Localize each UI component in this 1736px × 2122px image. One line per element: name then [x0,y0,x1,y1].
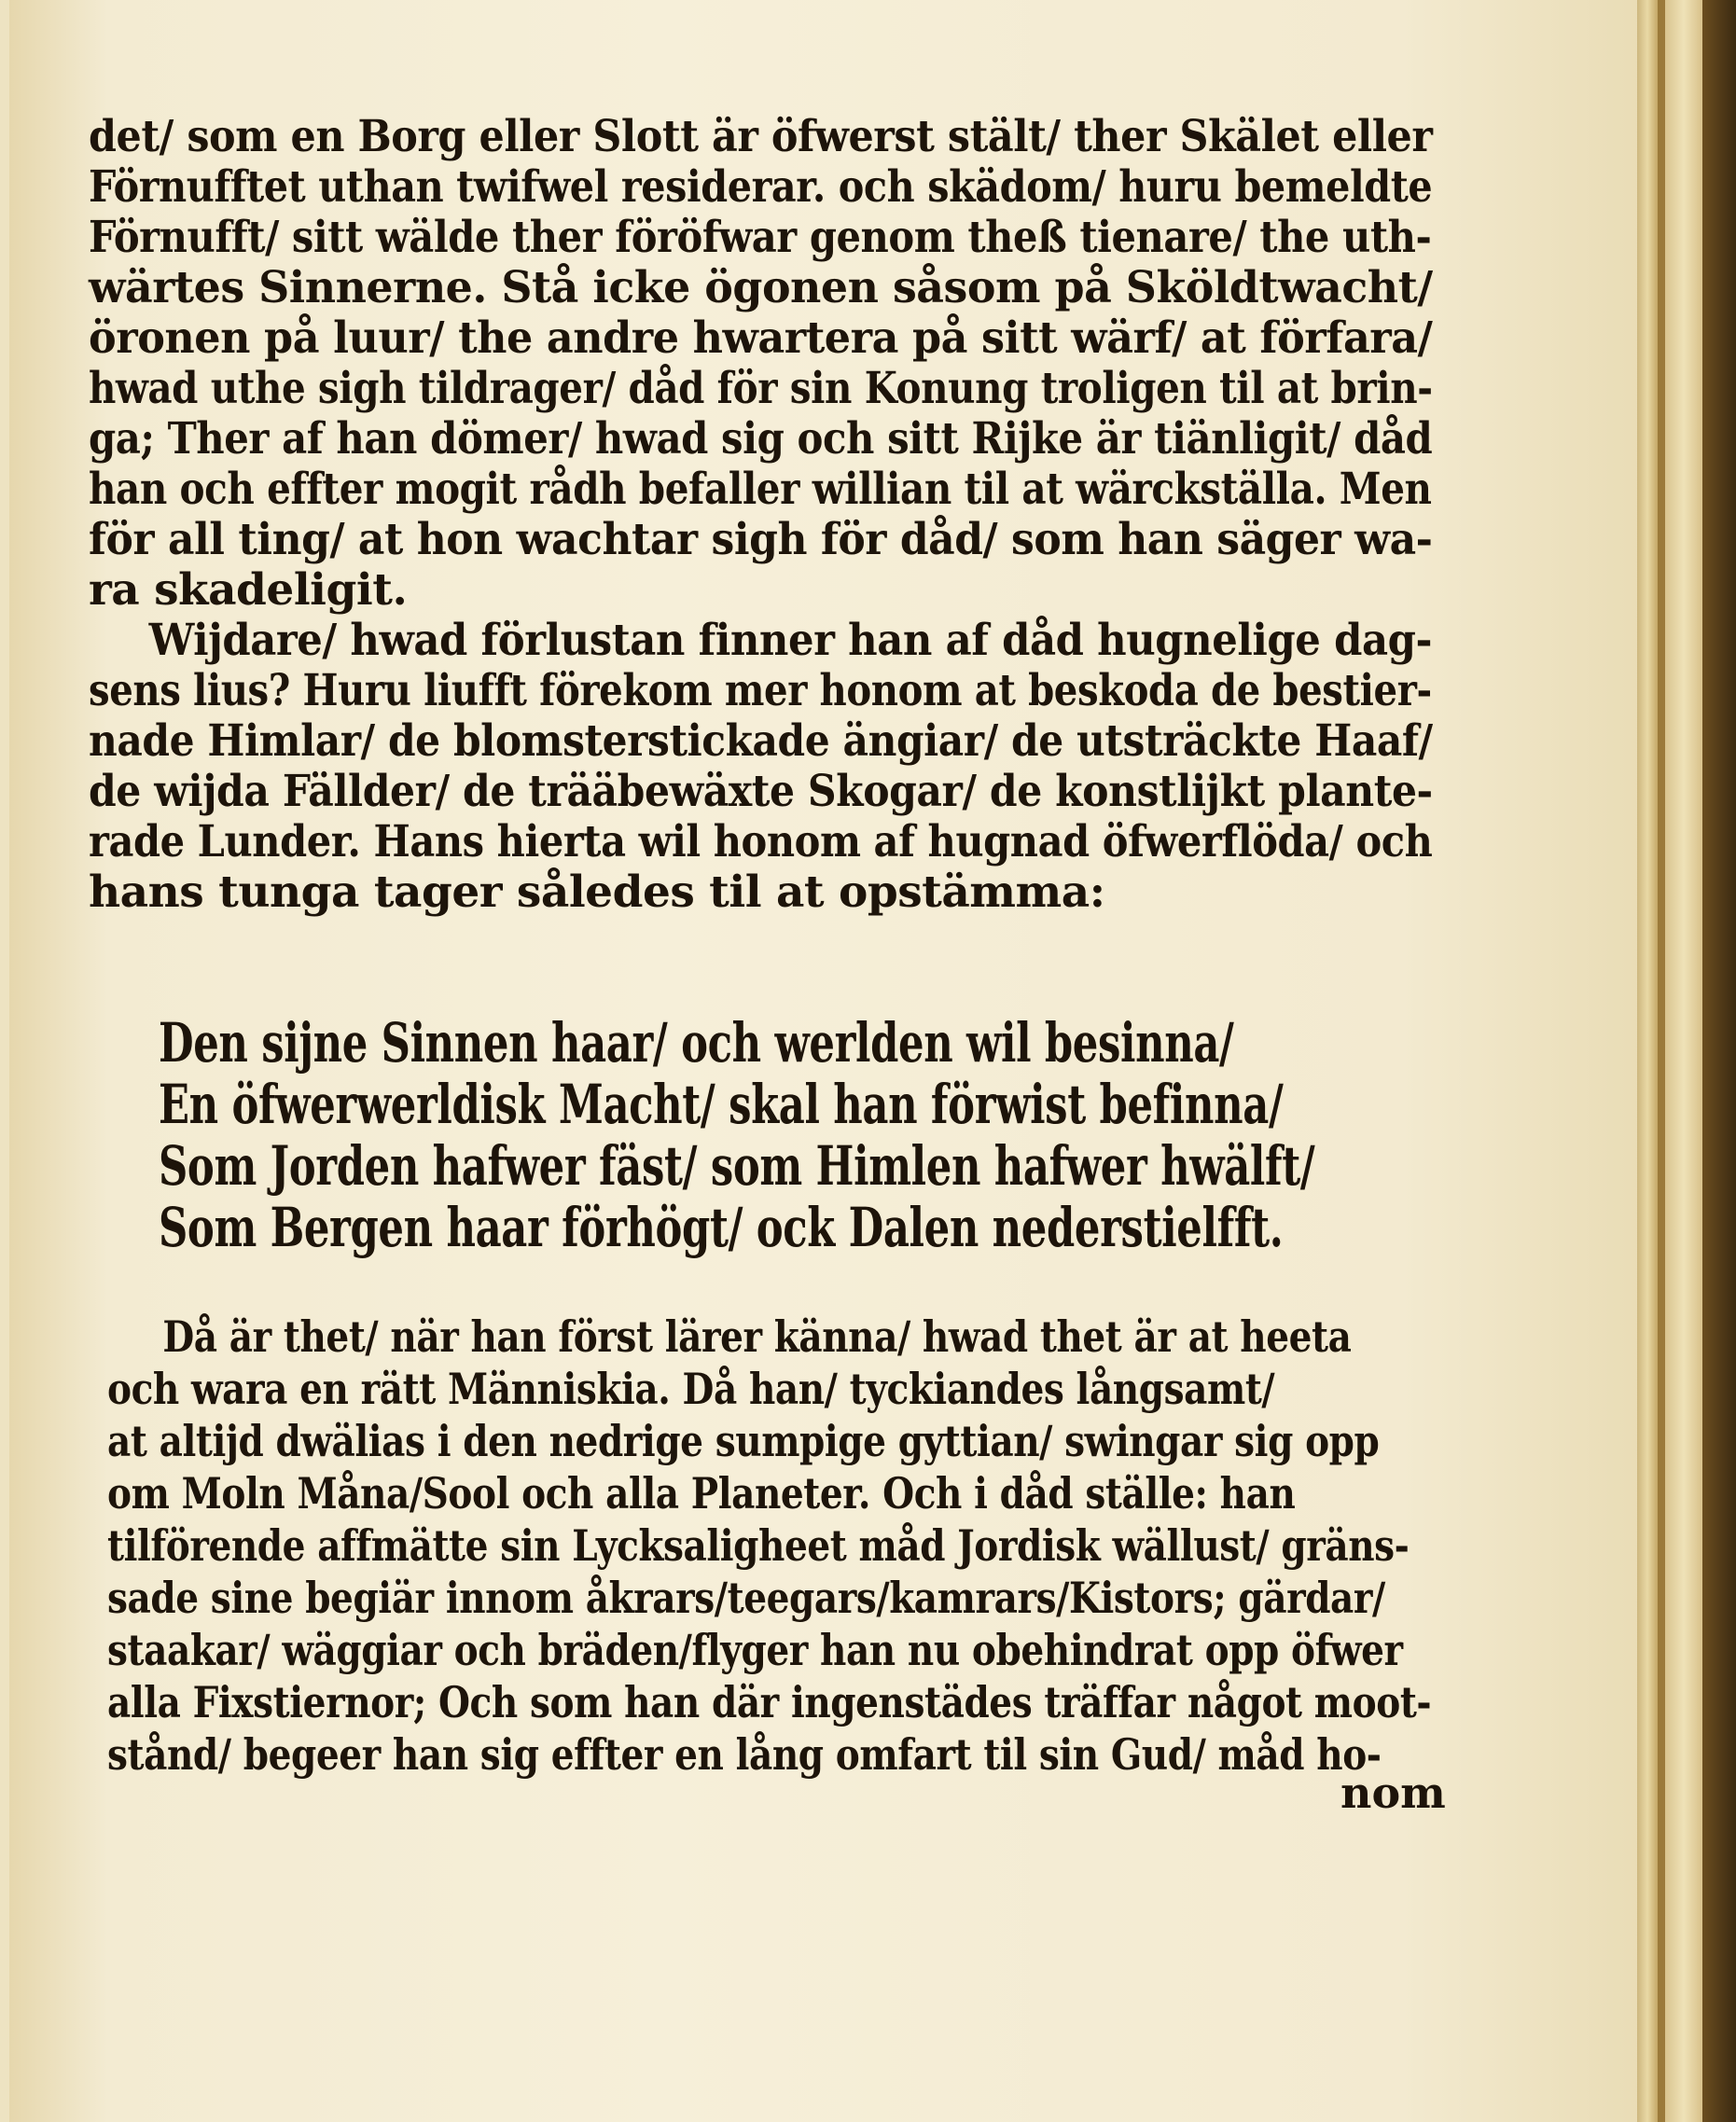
verse-line: Som Jorden hafwer fäst/ som Himlen hafwer hwälft/ [159,1134,1315,1198]
text-line: det/ som en Borg eller Slott är öfwerst stält/ ther Skälet eller [89,111,1433,162]
text-line: rade Lunder. Hans hierta wil honom af hugnad öfwerflöda/ och [89,816,1433,867]
text-line: stånd/ begeer han sig effter en lång omfart til sin Gud/ måd ho- [107,1729,1382,1780]
text-line: de wijda Fällder/ de trääbewäxte Skogar/ de konstlijkt plante- [89,766,1433,817]
verse-line: Som Bergen haar förhögt/ ock Dalen nederstielfft. [159,1196,1284,1259]
paragraph-3 [107,1311,1669,1781]
text-line: hans tunga tager således til at opstämma: [89,867,1105,918]
text-line: hwad uthe sigh tildrager/ dåd för sin Konung troligen til at brin- [89,363,1433,414]
text-line: alla Fixstiernor; Och som han där ingenstädes träffar något moot- [107,1677,1432,1727]
text-line: sens lius? Huru liufft förekom mer honom at beskoda de bestier- [89,665,1432,716]
catchword: nom [1340,1768,1446,1818]
paragraph-1-and-2 [89,112,1432,918]
text-line: tilförende affmätte sin Lycksaligheet måd Jordisk wällust/ gräns- [107,1520,1410,1571]
text-line: Då är thet/ när han först lärer känna/ hwad thet är at heeta [162,1311,1352,1362]
verse-line: En öfwerwerldisk Macht/ skal han förwist befinna/ [159,1073,1284,1136]
text-line: at altijd dwälias i den nedrige sumpige gyttian/ swingar sig opp [107,1416,1380,1466]
text-line: för all ting/ at hon wachtar sigh för dåd/ som han säger wa- [89,514,1433,565]
text-line: staakar/ wäggiar och bräden/flyger han nu obehindrat opp öfwer [107,1625,1403,1675]
poem-verse [159,1012,1706,1258]
text-line: och wara en rätt Människia. Då han/ tyckiandes långsamt/ [107,1364,1275,1414]
text-line: wärtes Sinnerne. Stå icke ögonen såsom på Sköldtwacht/ [89,262,1433,313]
text-line: han och effter mogit rådh befaller willian til at wärckställa. Men [89,464,1432,515]
book-cover-edge [1702,0,1736,2122]
text-line: nade Himlar/ de blomsterstickade ängiar/ de utsträckte Haaf/ [89,715,1433,767]
text-line: Förnufft/ sitt wälde ther föröfwar genom theß tienare/ the uth- [89,212,1432,263]
text-line: ga; Ther af han dömer/ hwad sig och sitt Rijke är tiänligit/ dåd [89,413,1433,465]
text-line: ra skadeligit. [89,564,408,616]
text-line: sade sine begiär innom åkrars/teegars/kamrars/Kistors; gärdar/ [107,1573,1385,1623]
text-line: Wijdare/ hwad förlustan finner han af dåd hugnelige dag- [148,615,1433,666]
text-line: om Moln Måna/Sool och alla Planeter. Och i dåd ställe: han [107,1468,1296,1519]
text-line: Förnufftet uthan twifwel residerar. och skädom/ huru bemeldte [89,161,1433,213]
text-line: öronen på luur/ the andre hwartera på sitt wärf/ at förfara/ [89,312,1433,364]
verse-line: Den sijne Sinnen haar/ och werlden wil besinna/ [159,1011,1234,1075]
